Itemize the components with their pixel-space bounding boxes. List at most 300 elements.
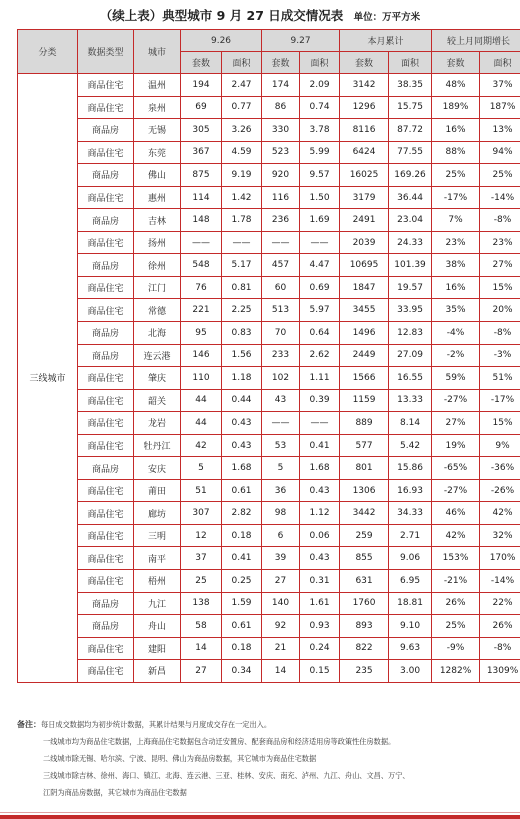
note-line: 二线城市除无锡、哈尔滨、宁波、昆明、佛山为商品房数据，其它城市为商品住宅数据	[43, 754, 317, 763]
header-sets: 套数	[340, 52, 389, 74]
month-area-cell: 77.55	[389, 141, 432, 164]
sets-926-cell: 12	[181, 524, 222, 547]
city-cell: 北海	[134, 322, 181, 345]
growth-area-cell: -8%	[480, 637, 520, 660]
data-type-cell: 商品房	[78, 119, 134, 142]
city-cell: 惠州	[134, 186, 181, 209]
data-type-cell: 商品房	[78, 344, 134, 367]
header-mom-growth: 较上月同期增长	[432, 30, 520, 52]
table-row	[18, 547, 520, 570]
month-area-cell: 6.95	[389, 570, 432, 593]
city-cell: 泉州	[134, 96, 181, 119]
city-cell: 温州	[134, 74, 181, 97]
area-926-cell: 1.78	[222, 209, 262, 232]
growth-area-cell: 32%	[480, 524, 520, 547]
sets-927-cell: 98	[262, 502, 300, 525]
city-cell: 三明	[134, 524, 181, 547]
city-cell: 连云港	[134, 344, 181, 367]
area-926-cell: 3.26	[222, 119, 262, 142]
growth-sets-cell: 38%	[432, 254, 480, 277]
header-date-927: 9.27	[262, 30, 340, 52]
notes-label: 备注：	[17, 720, 41, 729]
sets-926-cell: 148	[181, 209, 222, 232]
region-label: 三线城市	[18, 74, 78, 683]
area-926-cell: 0.34	[222, 660, 262, 683]
area-927-cell: 5.99	[300, 141, 340, 164]
month-sets-cell: 2039	[340, 231, 389, 254]
city-cell: 牡丹江	[134, 434, 181, 457]
growth-area-cell: -8%	[480, 209, 520, 232]
table-row	[18, 434, 520, 457]
area-926-cell: 1.59	[222, 592, 262, 615]
area-927-cell: 1.69	[300, 209, 340, 232]
month-area-cell: 101.39	[389, 254, 432, 277]
data-type-cell: 商品房	[78, 592, 134, 615]
area-926-cell: 0.61	[222, 615, 262, 638]
note-line	[17, 716, 507, 733]
sets-926-cell: 95	[181, 322, 222, 345]
table-row	[18, 254, 520, 277]
data-type-cell: 商品住宅	[78, 412, 134, 435]
area-927-cell: 2.62	[300, 344, 340, 367]
data-type-cell: 商品住宅	[78, 299, 134, 322]
month-sets-cell: 3455	[340, 299, 389, 322]
month-area-cell: 8.14	[389, 412, 432, 435]
data-type-cell: 商品住宅	[78, 186, 134, 209]
month-area-cell: 33.95	[389, 299, 432, 322]
note-line: 江阴为商品房数据，其它城市为商品住宅数据	[43, 788, 187, 797]
city-cell: 常德	[134, 299, 181, 322]
growth-area-cell: 170%	[480, 547, 520, 570]
month-sets-cell: 889	[340, 412, 389, 435]
month-sets-cell: 10695	[340, 254, 389, 277]
month-area-cell: 13.33	[389, 389, 432, 412]
area-927-cell: 0.31	[300, 570, 340, 593]
month-area-cell: 24.33	[389, 231, 432, 254]
table-row	[18, 96, 520, 119]
growth-area-cell: -14%	[480, 186, 520, 209]
table-row	[18, 412, 520, 435]
growth-sets-cell: 26%	[432, 592, 480, 615]
growth-area-cell: 13%	[480, 119, 520, 142]
sets-927-cell: 233	[262, 344, 300, 367]
footer-bar	[0, 815, 520, 819]
month-area-cell: 9.06	[389, 547, 432, 570]
growth-area-cell: 26%	[480, 615, 520, 638]
sets-927-cell: 102	[262, 367, 300, 390]
month-area-cell: 169.26	[389, 164, 432, 187]
growth-sets-cell: 27%	[432, 412, 480, 435]
sets-926-cell: 367	[181, 141, 222, 164]
growth-area-cell: 94%	[480, 141, 520, 164]
growth-sets-cell: -2%	[432, 344, 480, 367]
sets-927-cell: 43	[262, 389, 300, 412]
month-area-cell: 87.72	[389, 119, 432, 142]
header-sets: 套数	[181, 52, 222, 74]
month-sets-cell: 855	[340, 547, 389, 570]
area-926-cell: 0.83	[222, 322, 262, 345]
month-sets-cell: 2491	[340, 209, 389, 232]
area-926-cell: 0.77	[222, 96, 262, 119]
month-sets-cell: 16025	[340, 164, 389, 187]
area-926-cell: 1.42	[222, 186, 262, 209]
area-926-cell: 0.61	[222, 479, 262, 502]
growth-sets-cell: 16%	[432, 276, 480, 299]
month-sets-cell: 822	[340, 637, 389, 660]
header-sets: 套数	[432, 52, 480, 74]
month-sets-cell: 1496	[340, 322, 389, 345]
sets-927-cell: 21	[262, 637, 300, 660]
sets-927-cell: 457	[262, 254, 300, 277]
sets-926-cell: 138	[181, 592, 222, 615]
header-area: 面积	[300, 52, 340, 74]
table-row	[18, 637, 520, 660]
growth-area-cell: 42%	[480, 502, 520, 525]
area-926-cell: 0.25	[222, 570, 262, 593]
city-cell: 梧州	[134, 570, 181, 593]
sets-926-cell: 37	[181, 547, 222, 570]
table-title-row	[0, 6, 520, 24]
month-area-cell: 18.81	[389, 592, 432, 615]
area-926-cell: 0.81	[222, 276, 262, 299]
sets-927-cell: 36	[262, 479, 300, 502]
sets-927-cell: 523	[262, 141, 300, 164]
area-927-cell: 0.43	[300, 479, 340, 502]
sets-926-cell: ——	[181, 231, 222, 254]
sets-926-cell: 875	[181, 164, 222, 187]
footer-divider	[0, 812, 520, 813]
unit-label: 单位：万平方米	[353, 12, 421, 23]
city-cell: 肇庆	[134, 367, 181, 390]
table-row	[18, 186, 520, 209]
city-cell: 南平	[134, 547, 181, 570]
data-type-cell: 商品住宅	[78, 96, 134, 119]
growth-area-cell: 1309%	[480, 660, 520, 683]
data-type-cell: 商品住宅	[78, 74, 134, 97]
growth-sets-cell: -27%	[432, 389, 480, 412]
area-926-cell: 1.18	[222, 367, 262, 390]
growth-sets-cell: 46%	[432, 502, 480, 525]
table-row	[18, 119, 520, 142]
month-area-cell: 5.42	[389, 434, 432, 457]
sets-926-cell: 27	[181, 660, 222, 683]
page-title: （续上表）典型城市 9 月 27 日成交情况表	[99, 8, 344, 23]
area-926-cell: 5.17	[222, 254, 262, 277]
area-927-cell: 0.74	[300, 96, 340, 119]
growth-sets-cell: 7%	[432, 209, 480, 232]
data-type-cell: 商品住宅	[78, 660, 134, 683]
data-type-cell: 商品住宅	[78, 141, 134, 164]
table-row	[18, 164, 520, 187]
month-sets-cell: 801	[340, 457, 389, 480]
sets-927-cell: 53	[262, 434, 300, 457]
transactions-table	[17, 29, 520, 683]
sets-926-cell: 146	[181, 344, 222, 367]
data-type-cell: 商品住宅	[78, 570, 134, 593]
area-927-cell: 0.39	[300, 389, 340, 412]
month-area-cell: 34.33	[389, 502, 432, 525]
area-927-cell: 5.97	[300, 299, 340, 322]
month-area-cell: 38.35	[389, 74, 432, 97]
area-927-cell: 0.41	[300, 434, 340, 457]
month-sets-cell: 1566	[340, 367, 389, 390]
area-927-cell: 0.15	[300, 660, 340, 683]
sets-927-cell: 70	[262, 322, 300, 345]
table-row	[18, 457, 520, 480]
table-row	[18, 615, 520, 638]
data-type-cell: 商品住宅	[78, 367, 134, 390]
table-row	[18, 344, 520, 367]
area-926-cell: 2.25	[222, 299, 262, 322]
growth-sets-cell: -4%	[432, 322, 480, 345]
header-area: 面积	[389, 52, 432, 74]
data-type-cell: 商品住宅	[78, 524, 134, 547]
growth-area-cell: 25%	[480, 164, 520, 187]
city-cell: 新昌	[134, 660, 181, 683]
sets-926-cell: 307	[181, 502, 222, 525]
month-sets-cell: 1159	[340, 389, 389, 412]
growth-sets-cell: 16%	[432, 119, 480, 142]
growth-sets-cell: 153%	[432, 547, 480, 570]
area-927-cell: 1.11	[300, 367, 340, 390]
sets-927-cell: 27	[262, 570, 300, 593]
city-cell: 江门	[134, 276, 181, 299]
area-927-cell: 0.64	[300, 322, 340, 345]
sets-926-cell: 110	[181, 367, 222, 390]
data-type-cell: 商品住宅	[78, 276, 134, 299]
month-area-cell: 12.83	[389, 322, 432, 345]
growth-sets-cell: 59%	[432, 367, 480, 390]
sets-926-cell: 42	[181, 434, 222, 457]
sets-927-cell: 5	[262, 457, 300, 480]
area-926-cell: 0.44	[222, 389, 262, 412]
month-sets-cell: 1296	[340, 96, 389, 119]
sets-927-cell: 174	[262, 74, 300, 97]
growth-area-cell: -26%	[480, 479, 520, 502]
sets-927-cell: ——	[262, 231, 300, 254]
month-area-cell: 19.57	[389, 276, 432, 299]
header-date-926: 9.26	[181, 30, 262, 52]
growth-area-cell: 187%	[480, 96, 520, 119]
month-area-cell: 16.55	[389, 367, 432, 390]
city-cell: 徐州	[134, 254, 181, 277]
month-area-cell: 36.44	[389, 186, 432, 209]
city-cell: 建阳	[134, 637, 181, 660]
sets-927-cell: 6	[262, 524, 300, 547]
month-sets-cell: 1306	[340, 479, 389, 502]
data-type-cell: 商品住宅	[78, 547, 134, 570]
area-927-cell: 0.24	[300, 637, 340, 660]
table-row	[18, 74, 520, 97]
sets-927-cell: 140	[262, 592, 300, 615]
city-cell: 舟山	[134, 615, 181, 638]
city-cell: 廊坊	[134, 502, 181, 525]
sets-926-cell: 44	[181, 389, 222, 412]
sets-927-cell: 14	[262, 660, 300, 683]
header-month-total: 本月累计	[340, 30, 432, 52]
month-sets-cell: 1847	[340, 276, 389, 299]
sets-927-cell: 39	[262, 547, 300, 570]
growth-sets-cell: 189%	[432, 96, 480, 119]
city-cell: 无锡	[134, 119, 181, 142]
growth-area-cell: 37%	[480, 74, 520, 97]
area-926-cell: 0.43	[222, 434, 262, 457]
growth-area-cell: -36%	[480, 457, 520, 480]
area-926-cell: 0.43	[222, 412, 262, 435]
table-row	[18, 389, 520, 412]
area-927-cell: 1.50	[300, 186, 340, 209]
area-926-cell: 0.41	[222, 547, 262, 570]
data-type-cell: 商品住宅	[78, 479, 134, 502]
month-sets-cell: 8116	[340, 119, 389, 142]
area-927-cell: 1.68	[300, 457, 340, 480]
data-type-cell: 商品房	[78, 615, 134, 638]
sets-926-cell: 76	[181, 276, 222, 299]
growth-area-cell: -14%	[480, 570, 520, 593]
city-cell: 吉林	[134, 209, 181, 232]
growth-sets-cell: 25%	[432, 164, 480, 187]
table-row	[18, 276, 520, 299]
growth-area-cell: 27%	[480, 254, 520, 277]
area-927-cell: ——	[300, 412, 340, 435]
month-area-cell: 15.75	[389, 96, 432, 119]
month-area-cell: 2.71	[389, 524, 432, 547]
notes-section	[17, 716, 507, 801]
month-sets-cell: 893	[340, 615, 389, 638]
city-cell: 九江	[134, 592, 181, 615]
growth-area-cell: -3%	[480, 344, 520, 367]
area-927-cell: 2.09	[300, 74, 340, 97]
data-type-cell: 商品房	[78, 164, 134, 187]
sets-926-cell: 44	[181, 412, 222, 435]
city-cell: 东莞	[134, 141, 181, 164]
sets-926-cell: 51	[181, 479, 222, 502]
month-sets-cell: 259	[340, 524, 389, 547]
header-row-1	[18, 30, 520, 52]
growth-area-cell: 51%	[480, 367, 520, 390]
area-927-cell: 1.12	[300, 502, 340, 525]
growth-sets-cell: 42%	[432, 524, 480, 547]
table-body	[18, 74, 520, 683]
growth-area-cell: 20%	[480, 299, 520, 322]
table-row	[18, 570, 520, 593]
table-row	[18, 592, 520, 615]
sets-926-cell: 5	[181, 457, 222, 480]
table-row	[18, 299, 520, 322]
area-926-cell: 1.68	[222, 457, 262, 480]
area-927-cell: 0.69	[300, 276, 340, 299]
month-area-cell: 16.93	[389, 479, 432, 502]
table-row	[18, 660, 520, 683]
data-type-cell: 商品房	[78, 457, 134, 480]
sets-926-cell: 25	[181, 570, 222, 593]
sets-926-cell: 305	[181, 119, 222, 142]
month-sets-cell: 235	[340, 660, 389, 683]
area-926-cell: 0.18	[222, 524, 262, 547]
area-927-cell: 0.43	[300, 547, 340, 570]
data-type-cell: 商品房	[78, 209, 134, 232]
header-area: 面积	[222, 52, 262, 74]
table-row	[18, 367, 520, 390]
month-sets-cell: 3179	[340, 186, 389, 209]
area-927-cell: 4.47	[300, 254, 340, 277]
area-926-cell: 0.18	[222, 637, 262, 660]
growth-area-cell: 15%	[480, 276, 520, 299]
city-cell: 扬州	[134, 231, 181, 254]
sets-927-cell: 60	[262, 276, 300, 299]
month-area-cell: 23.04	[389, 209, 432, 232]
data-type-cell: 商品住宅	[78, 389, 134, 412]
table-row	[18, 524, 520, 547]
growth-sets-cell: -9%	[432, 637, 480, 660]
growth-area-cell: -8%	[480, 322, 520, 345]
data-type-cell: 商品房	[78, 322, 134, 345]
area-926-cell: 1.56	[222, 344, 262, 367]
month-area-cell: 3.00	[389, 660, 432, 683]
month-sets-cell: 631	[340, 570, 389, 593]
data-type-cell: 商品房	[78, 254, 134, 277]
table-row	[18, 141, 520, 164]
growth-area-cell: 9%	[480, 434, 520, 457]
note-line: 三线城市除吉林、徐州、海口、镇江、北海、连云港、三亚、桂林、安庆、南充、泸州、九江、舟山、文昌、万宁、	[43, 771, 410, 780]
data-type-cell: 商品住宅	[78, 637, 134, 660]
sets-927-cell: 86	[262, 96, 300, 119]
area-927-cell: ——	[300, 231, 340, 254]
growth-sets-cell: -17%	[432, 186, 480, 209]
growth-sets-cell: 88%	[432, 141, 480, 164]
growth-sets-cell: 35%	[432, 299, 480, 322]
area-927-cell: 0.93	[300, 615, 340, 638]
city-cell: 佛山	[134, 164, 181, 187]
sets-926-cell: 194	[181, 74, 222, 97]
table-row	[18, 231, 520, 254]
month-area-cell: 15.86	[389, 457, 432, 480]
header-city: 城市	[134, 30, 181, 74]
header-sets: 套数	[262, 52, 300, 74]
growth-sets-cell: 48%	[432, 74, 480, 97]
table-row	[18, 322, 520, 345]
growth-area-cell: 22%	[480, 592, 520, 615]
growth-sets-cell: -21%	[432, 570, 480, 593]
sets-927-cell: 92	[262, 615, 300, 638]
header-category: 分类	[18, 30, 78, 74]
growth-sets-cell: 19%	[432, 434, 480, 457]
sets-927-cell: 116	[262, 186, 300, 209]
sets-926-cell: 548	[181, 254, 222, 277]
area-926-cell: 2.82	[222, 502, 262, 525]
growth-sets-cell: 23%	[432, 231, 480, 254]
growth-sets-cell: -27%	[432, 479, 480, 502]
area-926-cell: 2.47	[222, 74, 262, 97]
sets-927-cell: 513	[262, 299, 300, 322]
month-sets-cell: 577	[340, 434, 389, 457]
area-927-cell: 9.57	[300, 164, 340, 187]
city-cell: 莆田	[134, 479, 181, 502]
data-type-cell: 商品住宅	[78, 434, 134, 457]
sets-927-cell: 920	[262, 164, 300, 187]
area-926-cell: 4.59	[222, 141, 262, 164]
data-type-cell: 商品住宅	[78, 231, 134, 254]
growth-area-cell: -17%	[480, 389, 520, 412]
month-area-cell: 9.10	[389, 615, 432, 638]
month-sets-cell: 3442	[340, 502, 389, 525]
note-text: 每日成交数据均为初步统计数据，其累计结果与月度成交存在一定出入。	[41, 720, 272, 729]
month-sets-cell: 1760	[340, 592, 389, 615]
month-sets-cell: 6424	[340, 141, 389, 164]
month-sets-cell: 3142	[340, 74, 389, 97]
month-area-cell: 27.09	[389, 344, 432, 367]
header-data-type: 数据类型	[78, 30, 134, 74]
